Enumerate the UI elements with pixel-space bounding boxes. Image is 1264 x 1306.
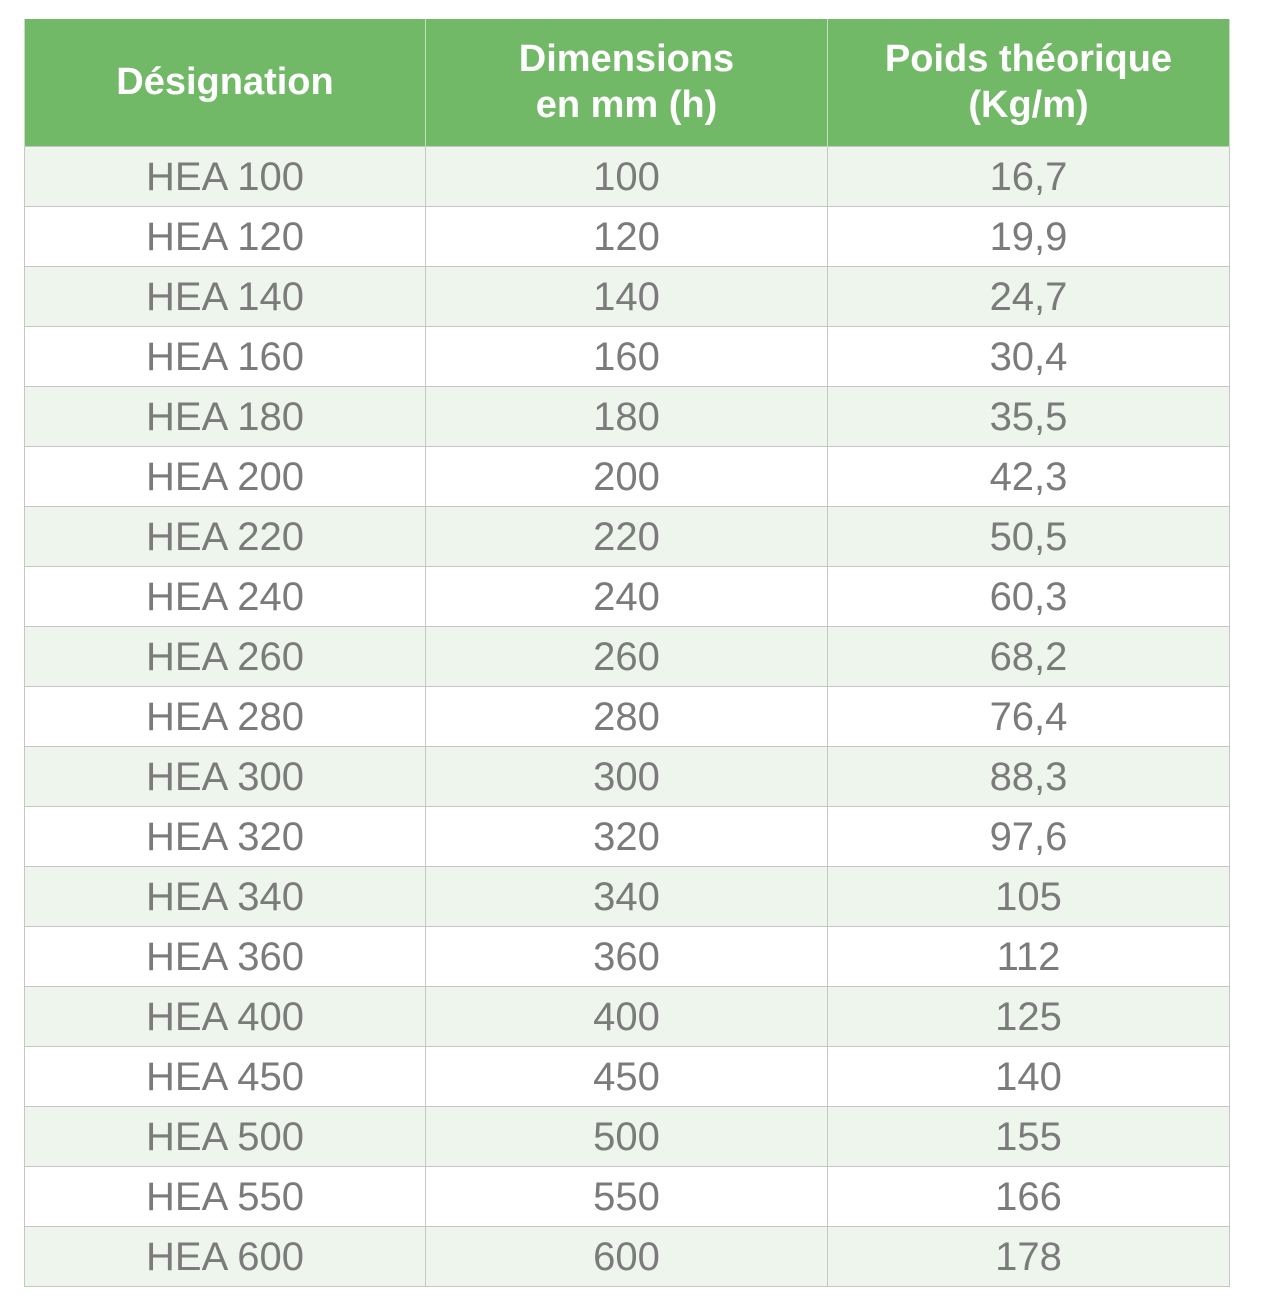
table-row xyxy=(25,566,1230,626)
cell-dimension: 100 xyxy=(426,146,828,206)
cell-weight: 30,4 xyxy=(828,326,1230,386)
cell-weight: 16,7 xyxy=(828,146,1230,206)
cell-designation: HEA 300 xyxy=(25,746,426,806)
table-row xyxy=(25,806,1230,866)
cell-weight: 68,2 xyxy=(828,626,1230,686)
cell-designation: HEA 140 xyxy=(25,266,426,326)
cell-designation: HEA 180 xyxy=(25,386,426,446)
cell-designation: HEA 600 xyxy=(25,1226,426,1286)
cell-designation: HEA 100 xyxy=(25,146,426,206)
header-dimensions xyxy=(426,19,828,146)
cell-weight: 140 xyxy=(828,1046,1230,1106)
table-row xyxy=(25,386,1230,446)
cell-designation: HEA 200 xyxy=(25,446,426,506)
table-row xyxy=(25,686,1230,746)
header-line: Poids théorique xyxy=(884,38,1173,81)
cell-designation: HEA 160 xyxy=(25,326,426,386)
table-body xyxy=(25,146,1230,1286)
cell-dimension: 500 xyxy=(426,1106,828,1166)
table-row xyxy=(25,986,1230,1046)
cell-dimension: 260 xyxy=(426,626,828,686)
cell-dimension: 280 xyxy=(426,686,828,746)
header-weight xyxy=(828,19,1230,146)
cell-dimension: 160 xyxy=(426,326,828,386)
cell-designation: HEA 240 xyxy=(25,566,426,626)
cell-dimension: 300 xyxy=(426,746,828,806)
cell-dimension: 120 xyxy=(426,206,828,266)
header-line: (Kg/m) xyxy=(968,84,1089,127)
cell-designation: HEA 260 xyxy=(25,626,426,686)
header-row xyxy=(25,19,1230,146)
cell-dimension: 200 xyxy=(426,446,828,506)
table-row xyxy=(25,866,1230,926)
hea-profile-table xyxy=(24,19,1230,1287)
cell-weight: 125 xyxy=(828,986,1230,1046)
table-row xyxy=(25,1046,1230,1106)
cell-weight: 105 xyxy=(828,866,1230,926)
cell-dimension: 360 xyxy=(426,926,828,986)
cell-weight: 178 xyxy=(828,1226,1230,1286)
cell-dimension: 240 xyxy=(426,566,828,626)
cell-weight: 60,3 xyxy=(828,566,1230,626)
hea-table-container xyxy=(24,19,1229,1287)
cell-dimension: 600 xyxy=(426,1226,828,1286)
cell-weight: 35,5 xyxy=(828,386,1230,446)
table-row xyxy=(25,926,1230,986)
table-row xyxy=(25,446,1230,506)
cell-weight: 76,4 xyxy=(828,686,1230,746)
table-row xyxy=(25,1166,1230,1226)
cell-weight: 166 xyxy=(828,1166,1230,1226)
header-line: Dimensions xyxy=(518,38,735,81)
table-row xyxy=(25,206,1230,266)
cell-weight: 24,7 xyxy=(828,266,1230,326)
cell-designation: HEA 450 xyxy=(25,1046,426,1106)
table-header xyxy=(25,19,1230,146)
cell-weight: 19,9 xyxy=(828,206,1230,266)
cell-dimension: 340 xyxy=(426,866,828,926)
cell-weight: 88,3 xyxy=(828,746,1230,806)
cell-dimension: 180 xyxy=(426,386,828,446)
header-line: en mm (h) xyxy=(535,84,718,127)
cell-designation: HEA 500 xyxy=(25,1106,426,1166)
cell-dimension: 550 xyxy=(426,1166,828,1226)
cell-designation: HEA 400 xyxy=(25,986,426,1046)
cell-dimension: 140 xyxy=(426,266,828,326)
cell-weight: 112 xyxy=(828,926,1230,986)
cell-dimension: 320 xyxy=(426,806,828,866)
table-row xyxy=(25,746,1230,806)
cell-designation: HEA 360 xyxy=(25,926,426,986)
table-row xyxy=(25,146,1230,206)
table-row xyxy=(25,326,1230,386)
cell-dimension: 400 xyxy=(426,986,828,1046)
header-designation xyxy=(25,19,426,146)
cell-dimension: 450 xyxy=(426,1046,828,1106)
cell-weight: 97,6 xyxy=(828,806,1230,866)
cell-designation: HEA 320 xyxy=(25,806,426,866)
cell-designation: HEA 120 xyxy=(25,206,426,266)
table-row xyxy=(25,626,1230,686)
cell-weight: 42,3 xyxy=(828,446,1230,506)
cell-weight: 155 xyxy=(828,1106,1230,1166)
cell-designation: HEA 550 xyxy=(25,1166,426,1226)
table-row xyxy=(25,266,1230,326)
cell-weight: 50,5 xyxy=(828,506,1230,566)
cell-designation: HEA 340 xyxy=(25,866,426,926)
header-line: Désignation xyxy=(116,61,334,104)
cell-designation: HEA 280 xyxy=(25,686,426,746)
table-row xyxy=(25,506,1230,566)
table-row xyxy=(25,1226,1230,1286)
table-row xyxy=(25,1106,1230,1166)
cell-dimension: 220 xyxy=(426,506,828,566)
cell-designation: HEA 220 xyxy=(25,506,426,566)
